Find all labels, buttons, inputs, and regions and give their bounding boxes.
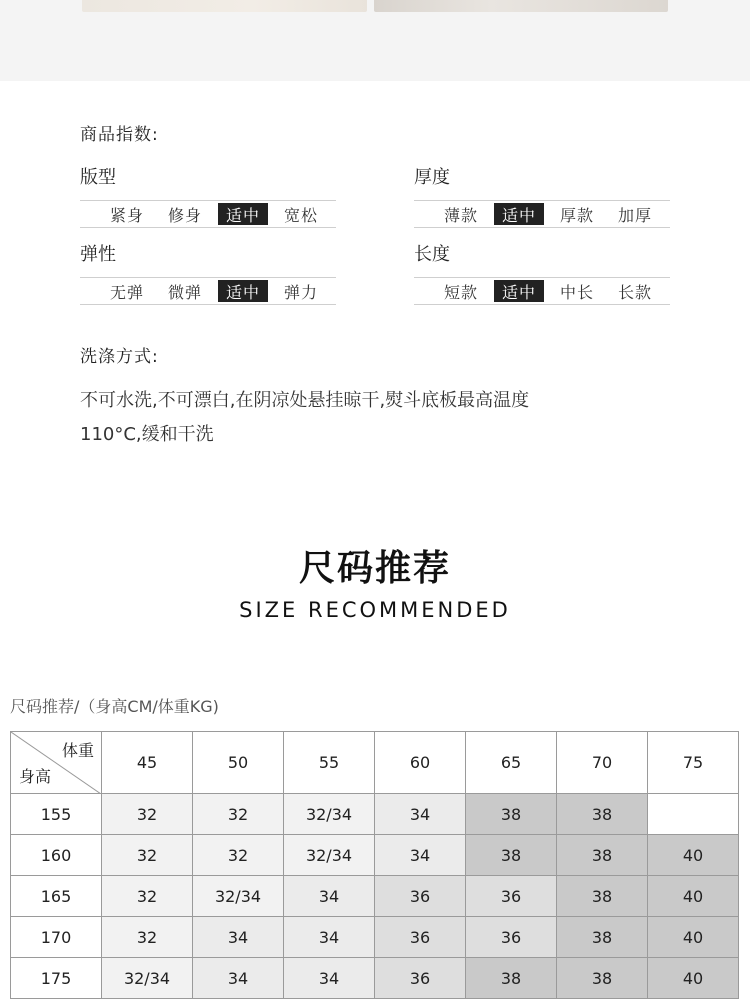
scale-option: 无弹 bbox=[109, 282, 144, 302]
weight-header: 65 bbox=[466, 732, 557, 794]
size-cell bbox=[648, 794, 739, 835]
size-cell: 38 bbox=[557, 794, 648, 835]
size-table-caption: 尺码推荐/（身高CM/体重KG) bbox=[10, 697, 219, 716]
size-cell: 38 bbox=[557, 876, 648, 917]
size-cell: 32 bbox=[102, 835, 193, 876]
scale-option: 中长 bbox=[559, 282, 594, 302]
scale-option-selected: 适中 bbox=[494, 203, 544, 225]
size-cell: 36 bbox=[375, 876, 466, 917]
attr-title-thickness: 厚度 bbox=[414, 167, 450, 188]
washing-label: 洗涤方式: bbox=[80, 347, 159, 367]
height-cell: 165 bbox=[11, 876, 102, 917]
washing-line-1: 不可水洗,不可漂白,在阴凉处悬挂晾干,熨斗底板最高温度 bbox=[80, 390, 530, 411]
scale-option: 紧身 bbox=[109, 205, 144, 225]
size-cell: 34 bbox=[375, 794, 466, 835]
scale-option: 加厚 bbox=[617, 205, 652, 225]
attr-title-elasticity: 弹性 bbox=[80, 244, 116, 265]
weight-header: 55 bbox=[284, 732, 375, 794]
table-row bbox=[11, 794, 739, 835]
weight-header: 45 bbox=[102, 732, 193, 794]
size-title: 尺码推荐 bbox=[298, 548, 451, 589]
table-row bbox=[11, 958, 739, 999]
table-row bbox=[11, 835, 739, 876]
size-cell: 34 bbox=[284, 958, 375, 999]
scale-elasticity bbox=[80, 277, 336, 305]
size-cell: 38 bbox=[557, 958, 648, 999]
scale-option: 短款 bbox=[443, 282, 478, 302]
size-cell: 34 bbox=[193, 958, 284, 999]
product-photo-band bbox=[0, 0, 750, 81]
size-cell: 38 bbox=[557, 835, 648, 876]
washing-instructions bbox=[80, 384, 640, 452]
size-cell: 32/34 bbox=[193, 876, 284, 917]
size-cell: 34 bbox=[193, 917, 284, 958]
scale-option: 修身 bbox=[167, 205, 202, 225]
scale-option: 长款 bbox=[617, 282, 652, 302]
height-cell: 155 bbox=[11, 794, 102, 835]
scale-length bbox=[414, 277, 670, 305]
scale-thickness bbox=[414, 200, 670, 228]
size-cell: 40 bbox=[648, 917, 739, 958]
attr-title-length: 长度 bbox=[414, 244, 450, 265]
scale-option: 厚款 bbox=[559, 205, 594, 225]
size-cell: 34 bbox=[284, 876, 375, 917]
table-row bbox=[11, 917, 739, 958]
height-cell: 170 bbox=[11, 917, 102, 958]
size-cell: 38 bbox=[466, 794, 557, 835]
scale-option: 微弹 bbox=[167, 282, 202, 302]
table-row bbox=[11, 876, 739, 917]
size-cell: 32 bbox=[102, 794, 193, 835]
size-subtitle: SIZE RECOMMENDED bbox=[239, 598, 511, 622]
attr-title-fit: 版型 bbox=[80, 167, 116, 188]
weight-header: 75 bbox=[648, 732, 739, 794]
scale-option-selected: 适中 bbox=[218, 280, 268, 302]
size-cell: 36 bbox=[375, 958, 466, 999]
size-cell: 40 bbox=[648, 876, 739, 917]
washing-line-2: 110°C,缓和干洗 bbox=[80, 424, 214, 445]
size-cell: 32/34 bbox=[284, 835, 375, 876]
scale-option: 宽松 bbox=[283, 205, 318, 225]
height-cell: 160 bbox=[11, 835, 102, 876]
product-photo-right bbox=[374, 0, 668, 12]
size-table-corner bbox=[11, 732, 102, 794]
size-cell: 36 bbox=[466, 917, 557, 958]
weight-header: 50 bbox=[193, 732, 284, 794]
size-table-header-row bbox=[11, 732, 739, 794]
size-cell: 32 bbox=[193, 835, 284, 876]
size-cell: 32/34 bbox=[102, 958, 193, 999]
scale-fit bbox=[80, 200, 336, 228]
size-cell: 32 bbox=[193, 794, 284, 835]
height-cell: 175 bbox=[11, 958, 102, 999]
product-index-label: 商品指数: bbox=[80, 125, 159, 145]
size-cell: 36 bbox=[466, 876, 557, 917]
scale-option: 弹力 bbox=[283, 282, 318, 302]
weight-header: 70 bbox=[557, 732, 648, 794]
size-cell: 38 bbox=[557, 917, 648, 958]
size-cell: 38 bbox=[466, 958, 557, 999]
corner-weight-label: 体重 bbox=[61, 741, 94, 760]
size-cell: 32/34 bbox=[284, 794, 375, 835]
corner-height-label: 身高 bbox=[19, 767, 52, 786]
scale-option: 薄款 bbox=[443, 205, 478, 225]
size-cell: 32 bbox=[102, 876, 193, 917]
size-cell: 38 bbox=[466, 835, 557, 876]
size-cell: 40 bbox=[648, 958, 739, 999]
size-table bbox=[10, 731, 739, 999]
scale-option-selected: 适中 bbox=[494, 280, 544, 302]
size-cell: 40 bbox=[648, 835, 739, 876]
scale-option-selected: 适中 bbox=[218, 203, 268, 225]
size-cell: 32 bbox=[102, 917, 193, 958]
size-cell: 36 bbox=[375, 917, 466, 958]
weight-header: 60 bbox=[375, 732, 466, 794]
size-cell: 34 bbox=[284, 917, 375, 958]
size-cell: 34 bbox=[375, 835, 466, 876]
product-photo-left bbox=[82, 0, 367, 12]
